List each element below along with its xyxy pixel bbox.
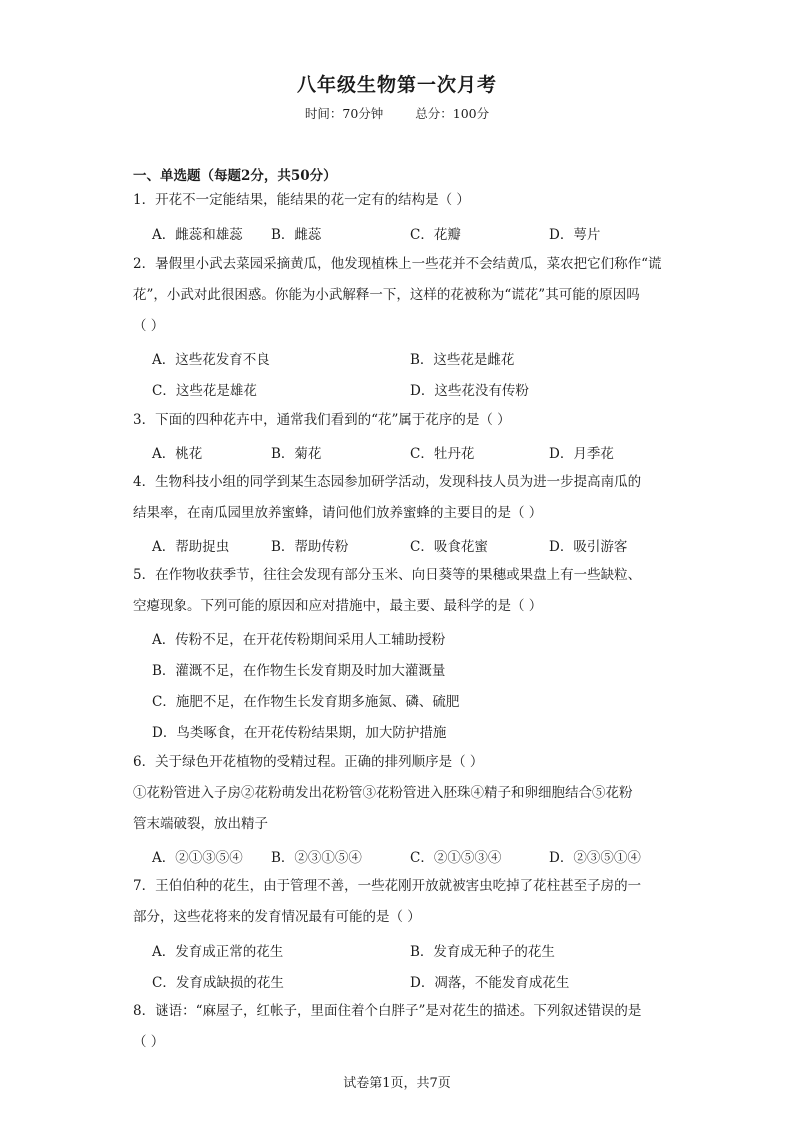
page-footer: 试卷第1页，共7页 — [343, 1076, 451, 1091]
exam-total-score: 总分：100分 — [415, 106, 490, 121]
question-2-option-c: C．这些花是雄花 — [152, 383, 257, 399]
question-5-line-2: 空瘪现象。下列可能的原因和应对措施中，最主要、最科学的是（ ） — [133, 598, 543, 614]
exam-meta — [0, 104, 794, 122]
question-6-line-2: ①花粉管进入子房②花粉萌发出花粉管③花粉管进入胚珠④精子和卵细胞结合⑤花粉 — [133, 785, 633, 801]
question-4-option-c: C．吸食花蜜 — [410, 539, 488, 555]
question-2-option-d: D．这些花没有传粉 — [410, 383, 529, 399]
page-title: 八年级生物第一次月考 — [296, 74, 497, 96]
question-7-option-c: C．发育成缺损的花生 — [152, 975, 284, 991]
question-7-line-2: 部分，这些花将来的发育情况最有可能的是（ ） — [133, 909, 421, 925]
question-3-option-b: B．菊花 — [271, 446, 322, 462]
question-6-line-3: 管末端破裂，放出精子 — [133, 816, 268, 832]
question-1-option-a: A．雌蕊和雄蕊 — [152, 227, 243, 243]
question-5-option-a: A．传粉不足，在开花传粉期间采用人工辅助授粉 — [152, 632, 446, 648]
question-3-stem: 3．下面的四种花卉中，通常我们看到的“花”属于花序的是（ ） — [133, 412, 511, 428]
question-8-line-2: （ ） — [133, 1034, 165, 1050]
question-3-option-d: D．月季花 — [549, 446, 614, 462]
question-2-option-a: A．这些花发育不良 — [152, 352, 270, 368]
question-7-option-a: A．发育成正常的花生 — [152, 944, 284, 960]
question-1-stem: 1．开花不一定能结果，能结果的花一定有的结构是（ ） — [133, 192, 470, 208]
question-7-option-d: D．凋落，不能发育成花生 — [410, 975, 570, 991]
question-6-line-1: 6．关于绿色开花植物的受精过程。正确的排列顺序是（ ） — [133, 754, 484, 770]
question-3-option-c: C．牡丹花 — [410, 446, 475, 462]
question-5-option-c: C．施肥不足，在作物生长发育期多施氮、磷、硫肥 — [152, 694, 460, 710]
question-4-option-b: B．帮助传粉 — [271, 539, 349, 555]
question-2-line-1: 2．暑假里小武去菜园采摘黄瓜，他发现植株上一些花并不会结黄瓜，菜农把它们称作“谎 — [133, 256, 662, 272]
question-1-option-d: D．萼片 — [549, 227, 601, 243]
question-2-option-b: B．这些花是雌花 — [410, 352, 515, 368]
section-heading: 一、单选题（每题2分，共50分） — [133, 168, 337, 184]
question-6-option-b: B．②③①⑤④ — [271, 850, 362, 866]
question-5-option-d: D．鸟类啄食，在开花传粉结果期，加大防护措施 — [152, 725, 447, 741]
question-6-option-a: A．②①③⑤④ — [152, 850, 243, 866]
question-5-option-b: B．灌溉不足，在作物生长发育期及时加大灌溉量 — [152, 663, 446, 679]
question-4-line-1: 4．生物科技小组的同学到某生态园参加研学活动，发现科技人员为进一步提高南瓜的 — [133, 474, 642, 490]
exam-time: 时间：70分钟 — [304, 106, 384, 121]
question-2-line-2: 花”，小武对此很困惑。你能为小武解释一下，这样的花被称为“谎花”其可能的原因吗 — [133, 287, 640, 303]
question-4-line-2: 结果率，在南瓜园里放养蜜蜂，请问他们放养蜜蜂的主要目的是（ ） — [133, 505, 543, 521]
question-4-option-a: A．帮助捉虫 — [152, 539, 230, 555]
question-6-option-c: C．②①⑤③④ — [410, 850, 502, 866]
question-3-option-a: A．桃花 — [152, 446, 203, 462]
question-7-option-b: B．发育成无种子的花生 — [410, 944, 555, 960]
question-7-line-1: 7．王伯伯种的花生，由于管理不善，一些花刚开放就被害虫吃掉了花柱甚至子房的一 — [133, 878, 642, 894]
question-1-option-c: C．花瓣 — [410, 227, 461, 243]
question-8-line-1: 8．谜语：“麻屋子，红帐子，里面住着个白胖子”是对花生的描述。下列叙述错误的是 — [133, 1003, 642, 1019]
question-2-line-3: （ ） — [133, 318, 165, 334]
question-6-option-d: D．②③⑤①④ — [549, 850, 641, 866]
question-1-option-b: B．雌蕊 — [271, 227, 322, 243]
question-5-line-1: 5．在作物收获季节，往往会发现有部分玉米、向日葵等的果穗或果盘上有一些缺粒、 — [133, 567, 642, 583]
question-4-option-d: D．吸引游客 — [549, 539, 628, 555]
